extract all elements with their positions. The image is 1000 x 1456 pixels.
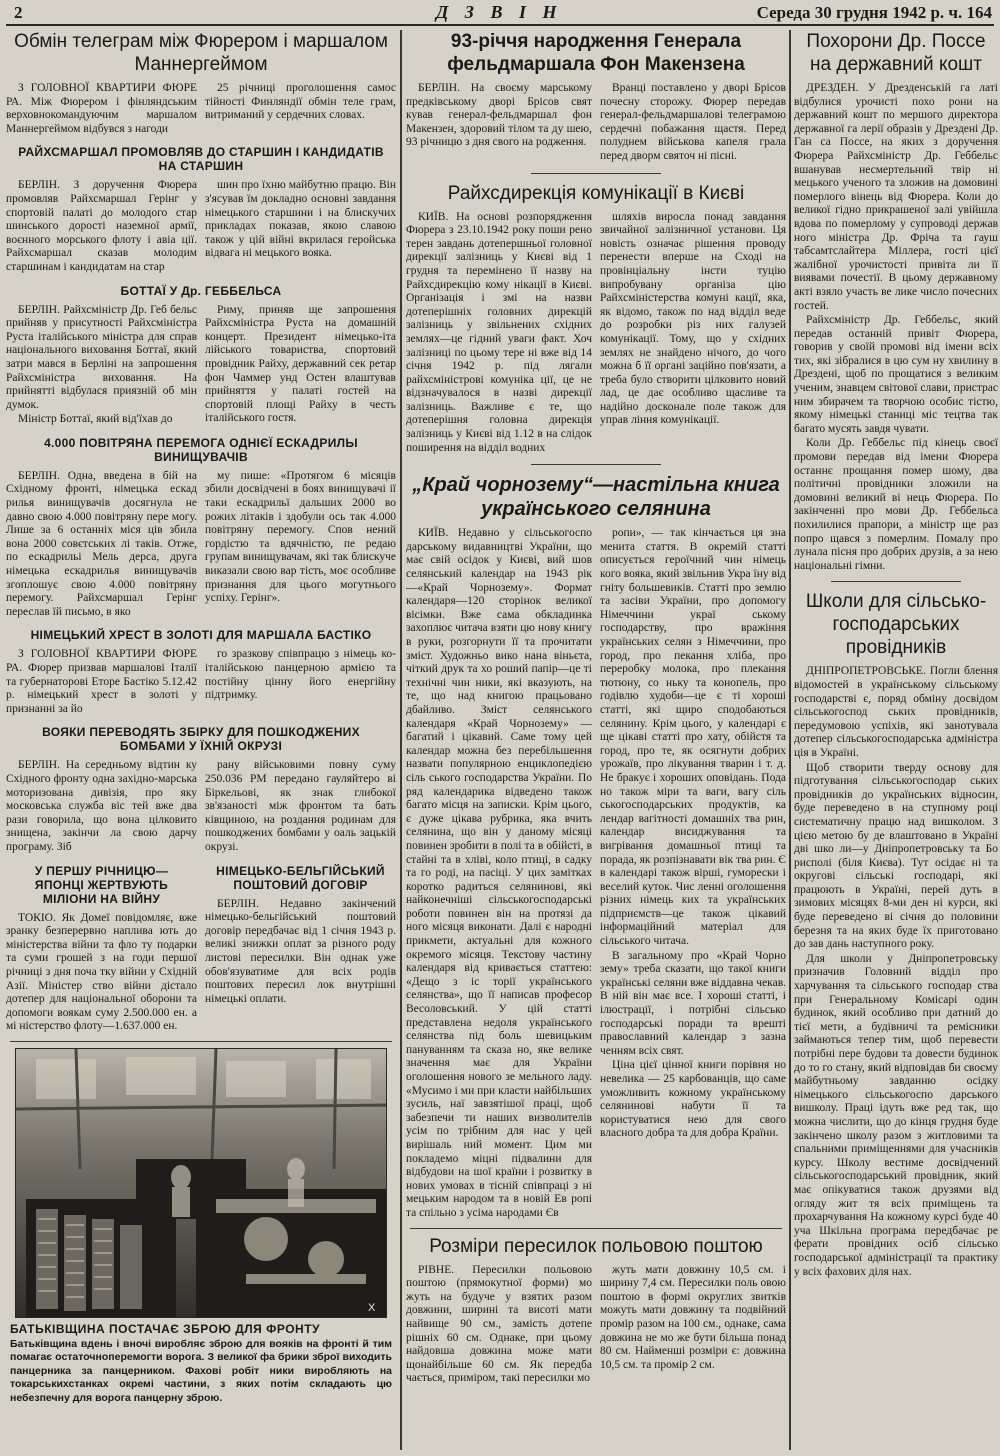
column-rule bbox=[789, 30, 791, 1450]
article-text: Ціна цієї цінної книги порівня но невелика — 25 карбованців, що саме уможливить кожному українському селянинові набути її та користуватися нею для свого власного добра та для добра Країни. bbox=[600, 1059, 786, 1140]
article-posse-funeral bbox=[794, 30, 998, 573]
column-rule bbox=[400, 30, 402, 1450]
article-field-post bbox=[406, 1235, 786, 1387]
photo-feature bbox=[6, 1048, 396, 1406]
article-text: З ГОЛОВНОЇ КВАРТИРИ ФЮРЕ РА. Фюрер призвав маршалові Італії та губернаторові Еторе Бастіко 5.12.42 р. німецький хрест в золоті у признанні за йо bbox=[6, 648, 197, 715]
issue-date: Середа 30 грудня 1942 р. ч. 164 bbox=[756, 3, 992, 22]
article-title: НІМЕЦЬКИЙ ХРЕСТ В ЗОЛОТІ ДЛЯ МАРШАЛА БАСТІКО bbox=[30, 628, 372, 643]
article-text: ТОКІО. Як Домеї повідомляє, вже зранку безперервно наплива ють до міністерства війни та фло ту подарки та суми грошей з на годи першої річниці з дня поча тку війни у Східній Азії. Міністер ство війни дістало дотепер для національної оборони та допомоги воякам суму 2.500.000 ен. а мі ністерство флоту—1.637.000 ен. bbox=[6, 911, 197, 1033]
article-title: „Край чорнозему“—настільна книга українського селянина bbox=[412, 474, 780, 521]
divider bbox=[410, 1228, 782, 1229]
divider bbox=[10, 1041, 392, 1042]
article-text: БЕРЛІН. На середньому відтин ку Східного фронту одна західно-марська моторизована дивізія, про яку московська служба віс тей вже два рази говорила, що вона цілковито знищена, закінчи ла свою дарчу програму. Зіб bbox=[6, 759, 197, 853]
photo-title: БАТЬКІВЩИНА ПОСТАЧАЄ ЗБРОЮ ДЛЯ ФРОНТУ bbox=[10, 1321, 320, 1336]
article-title: Розміри пересилок польовою поштою bbox=[429, 1235, 763, 1257]
article-text: му пише: «Протягом 6 місяців збили досвідчені в боях винищувачі ії таки ескадрильї дальших 2000 во рожих літаків і здобули ось так 4.000 повітряну перемогу. Спов нений гордістю та вдячністю, пе редаю групам винищувачам, які так блискуче виказали свою вар тість, моє особливе признання для цього могутнього успіху. Герінг». bbox=[205, 469, 396, 605]
article-agri-schools bbox=[794, 590, 998, 1279]
article-title: Райхсдирекція комунікації в Києві bbox=[447, 182, 745, 204]
article-text: го зразкову співпрацю з німець ко-італійською панцерною армією та постійну цінну його енергійну підтримку. bbox=[205, 648, 396, 702]
article-kray-chornozemu bbox=[406, 473, 786, 1221]
article-text: рану військовими повну суму 250.036 РМ передано гауляйтеро ві Біркельові, як знак глибокої зв'язаності між фронтом та бать ківщиною, на роздання родинам для пошкоджених бомбами у оаль зацькій окрузі. bbox=[205, 759, 396, 853]
article-text: БЕРЛІН. Райхсміністр Др. Геб бельс прийняв у присутності Райхсміністра Руста італійського міністра для справ національного виховання Боттаї, який затри мався в Берліні на запрошення Райхсміністра виховання. На прийнятті відбулася приязній об мін думок. bbox=[6, 303, 197, 411]
newspaper-title: Д З В І Н bbox=[436, 2, 563, 22]
article-title: Обмін телеграм між Фюрером і маршалом Маннергеймом bbox=[14, 31, 388, 75]
photo-corner-mark: X bbox=[368, 1301, 376, 1314]
article-text: Райхсміністр Др. Геббельс, який передав останній привіт Фюрера, говорив у своїй промові від імени всіх тих, які зібралися в цю сум ну хвилину в Дрездені, щоб по прощатися з великим ученим, знавцем світової слави, пристрас ним збирачем та творчою особис тістю, якому німецькі станиці міс тецтва так багато мусять завдя чувати. bbox=[794, 314, 998, 435]
article-soldiers-collection bbox=[6, 725, 396, 855]
article-title: 4.000 ПОВІТРЯНА ПЕРЕМОГА ОДНІЄЇ ЕСКАДРИЛЬІ ВИНИЩУВАЧІВ bbox=[44, 435, 358, 464]
article-text: БЕРЛІН. Недавно закінчений німецько-бельгійський поштовий договір передбачає від 1 січня 1943 р. великі знижки оплат за різного роду листові пересилки. Він однак уже обов'язуватиме для всіх родів поштових пересил лок внутрішні німецькі оплати. bbox=[205, 897, 396, 1005]
divider bbox=[531, 464, 661, 465]
article-title: БОТТАЇ У Др. ГЕББЕЛЬСА bbox=[120, 283, 282, 298]
article-telegram-exchange bbox=[6, 30, 396, 137]
article-postal-treaty bbox=[205, 856, 396, 1035]
article-japan-donations bbox=[6, 856, 197, 1035]
article-text: Коли Др. Геббельс під кінець своєї промови передав від імени Фюрера останнє прощання помер шому, два політичні провідники зложили на домовині великий ві нець Фюрера. По закінченні про мови Др. Геббельса похилилися прапори, а міністр ще раз попро щався з померлим. Помалу про лунала пісня про добрих друзів, а за нею національні гімни. bbox=[794, 437, 998, 572]
article-title: НІМЕЦЬКО-БЕЛЬГІЙСЬКИЙ ПОШТОВИЙ ДОГОВІР bbox=[216, 863, 385, 892]
article-text: КИЇВ. Недавно у сільськогоспо дарському видавництві України, що має свій осідок у Києві, вий шов селянський календар на 1943 рік—«Край Чорнозему». Формат календаря—120 сторінок великої вісімки. Вже сама обкладинка захоплює читача взяти цю нову книгу в руки, розгорнути її та прочитати зміст. Художньо вико нана віньєта, чіткий друк та хо роший папір—це ті технічні чин ники, які вказують, на те, що над книгою працьовано дбайливо. Зміст селянського календаря «Край Чорнозему» — багатий і цікавий. Саме тому цей календар можна без перебільшення назвати популярною енциклопедією сіль ського господарства України. По ряд календарика відведено також багато місця на записки. Крім цього, є дуже цікава рубрика, яка вчить селянина, що він у даному місяці повинен зробити в полі та в обійсті, в стайні та в хліві, коло птиці, в садку та го роді, на пасіці. У цих замітках коротко радиться селянинові, які найконечніші сільськогосподарські роботи повинен він на протязі да ного місяця виконати. Далі є народні прикмети, актуальні для кожного окремого місяця. Текстову частину календаря від кривається статтею: «Дещо з іс торії українського селянства», що її написав професор Весоловський. У цій статті представлена недоля українського селянства під боль шевицьким пануванням та сказа но, яке велике значення має для України оголошення нового зе мельного ладу. «Мусимо і ми при класти найбільших зусиль, наї завзятішої праці, щоб забезпечи ти наших визволителів усім по трібним для нас у цей вирішаль ний момент. Цим ми покладемо міцні підвалини для відбудови на шої країни і розвитку в нових умовах в тісній співпраці з ні мецьким народом та в новій Ев ропі та спільно з усіма народами Єв bbox=[406, 527, 592, 1219]
article-bastico-cross bbox=[6, 628, 396, 717]
masthead bbox=[6, 2, 994, 26]
article-text: шин про їхню майбутню працю. Він з'ясував їм докладно основні завдання німецького старшини і на блискучих прикладах показав, якою славою також у цій війні вкрилася геройська відвага ні мецького вояка. bbox=[205, 179, 396, 260]
factory-illustration bbox=[16, 1049, 387, 1318]
article-text: БЕРЛІН. З доручення Фюрера промовляв Райхсмаршал Герінг у спортовій палаті до молодого стар шинського дорості наземної армії, воєнного морського флоту і авіа ції. Райхсмаршал сказав молодим старшинам і кандидатам на стар bbox=[6, 179, 197, 273]
article-text: В загальному про «Край Чорно зему» треба сказати, що такої книги українські селяни вже віддавна чекав. В ній він має все. І хороші статті, і ілюстрації, і потрібні сільсько господарські поради та врешті православний календар з зазна ченням всіх свят. bbox=[600, 949, 786, 1057]
column-middle bbox=[406, 30, 786, 1450]
divider bbox=[831, 581, 961, 582]
article-bottai-goebbels bbox=[6, 284, 396, 428]
article-title: Школи для сільсько-господарських провідників bbox=[805, 591, 987, 659]
article-reichsdirection-kyiv bbox=[406, 182, 786, 457]
article-text: БЕРЛІН. Одна, введена в бій на Східному фронті, німецька ескад рилья винищувачів досягнула не давно свою 4.000 повітряну пере могу. Лише за 6 останніх міся ців збила вона 2000 совєтських лі таків. Отже, по ескадрильі Мель дерса, друга німецька ескадрилья винищувачів згоплошує свою 4.000 повітряну перемогу. Райхсмаршал Герінг переслав їй письмо, в яко bbox=[6, 469, 197, 618]
article-text: Риму, приняв ще запрошення Райхсміністра Руста на домашній концерт. Президент німецько-іта лійського товариства, спортовий провідник Райху, державний сек ретар фон Чаммер унд Остен влаштував прийняття у палаті гостей на спортовій площі Райху в честь італійського гостя. bbox=[205, 303, 396, 425]
article-title: У ПЕРШУ РІЧНИЦЮ—ЯПОНЦІ ЖЕРТВУЮТЬ МІЛІОНИ НА ВІЙНУ bbox=[34, 863, 169, 906]
column-left bbox=[6, 30, 396, 1450]
article-text: РІВНЕ. Пересилки польовою поштою (прямокутної форми) мо жуть на будуче у взятих разом довжини, ширині та висоті мати найвище 90 см., замість дотепе рішніх 60 см. Однаке, при цьому найдовша довжина може мати щонайбільше 60 см. Як передба чається, приміром, такі пересилки мо bbox=[406, 1263, 592, 1385]
article-text: КИЇВ. На основі розпорядження Фюрера з 23.10.1942 року поши рено терен завдань дотепершньої головної дирекції залізниць у Києві від 1 грудня та перемінено її назву на Райхсдирекцію кому нікації в Києві. Організація і змі на назви дотеперішніх головних дирекцій залізниць у звільнених східних землях—це гідний уваги факт. Хоч залізниці по цьому тере ні вже від 14 січня 1942 р. під лягали райхсміністрові комуніка ції, це не відзначувалося в назві дирекції залізниць. Важливе є те, що дотеперішня головна дирекція залізниць у Києві від 1.12 в на слідок поширення на відділ водних bbox=[406, 210, 592, 454]
article-title: 93-річчя народження Генерала фельдмаршала Фон Макензена bbox=[447, 31, 745, 75]
article-text: Вранці поставлено у дворі Брісов почесну сторожу. Фюрер передав генерал-фельдмаршалові телеграмою сердечні побажання щастя. Перед полуднем військова капеля грала перед дворм святоч ні пісні. bbox=[600, 82, 786, 162]
article-text: ДНІПРОПЕТРОВСЬКЕ. Погли блення відомостей в українському сільському господарстві є, поряд обміну досвідом сільськогоспод ських провідників, передумовою успіхів, які занотувала дотепер сільськогосподарська адміністра ція в Україні. bbox=[794, 665, 998, 759]
article-fighter-squadron bbox=[6, 436, 396, 621]
article-text: ДРЕЗДЕН. У Дрезденській га латі відбулися урочисті похо рони на державний кошт по мершого директора державної га лерії образів у Дрездені Др. Ган са Поссе, на яких з доручення Фюрера Райхсміністр Др. Геббельс вшанував несмертельний твір ні мецького ученого та зложив на домовині померлого вінець від Фюрера. Коли до великої гідно прикрашеної залі увійшла вдова по померлому у супроводі держав ного міністра Др. Фріча та гауш табсамтслайтера Міллера, гості цієї жалібної урочистості привіта ли її виявами почестії. В цьому державному акті взяло участь ве лике число почесних гостей. bbox=[794, 82, 998, 312]
column-right bbox=[794, 30, 998, 1450]
article-title: ВОЯКИ ПЕРЕВОДЯТЬ ЗБІРКУ ДЛЯ ПОШКОДЖЕНИХ БОМБАМИ У ЇХНІЙ ОКРУЗІ bbox=[42, 725, 360, 754]
divider bbox=[531, 173, 661, 174]
article-mackensen bbox=[406, 30, 786, 165]
article-text: Для школи у Дніпропетровську призначив Головний відділ про харчування та сільського господар ства при Генеральному Комісарі один будинок, який особливо при датний до тієї мети, а будівничі та ремісники займаються тепер тим, щоб перевести потрібні пере будови та довести будинок до то го стану, який відповідав би своєму майбутньому завданню осідку німецького сільськогоспо дарського вишколу. Праці ідуть вже ред так, що можна числити, що до кінця грудня буде закінчено школу разом з житловими та спальними приміщеннями для учасників курсу. Школу вестиме досвідчений сільськогосподарський провідник, який має опікуватися також друзями від огляду жит тя всіх приміщень та прохарчування На кожному курсі буде 40 уча Шкільна програма передбачає ре ферати провідних осіб сільсько господарської адміністрації та практику у всіх фахових діля нах. bbox=[794, 952, 998, 1278]
article-text: жуть мати довжину 10,5 см. і ширину 7,4 см. Пересилки поль овою поштою в формі округлих звитків можуть мати довжину та подвійний промір разом на 100 см., однаке, сама довжина не мо же бути більша понад 80 см. Найменші розміри є: довжина 10,5 см. та промір 2 см. bbox=[600, 1263, 786, 1371]
article-text: шляхів виросла понад завдання звичайної залізничної установи. Ця новість означає рішення проводу перенести вперше на Сході на провінціальну інсти туцію випробувану організа цію Райхсміністерства комуні кації, яка, як відомо, також по над відділ веде до розробки різ них галузей комунікації. Тому, що у східних землях не знайдено нічого, до чого можна б її органі заційно пов'язати, а треба було створити цілковито новий лад, це дає особливо щасливе та надійно досконале поле також для управ ління комунікації. bbox=[600, 210, 786, 427]
factory-photo bbox=[15, 1048, 387, 1318]
page-number: 2 bbox=[14, 3, 23, 22]
article-text: 25 річниці проголошення самос тійності Финляндії обмін теле грам, витриманий у сердечних словах. bbox=[205, 82, 396, 122]
article-text: Щоб створити тверду основу для підготування сільськогосподар ських провідників до українських відносин, буде переведено в на ступному році систематичну працю над вишколом. З цією метою бу де влаштовано в Україні дві шко ли—у Дніпропетровську та Бо рисполі (біля Києва). Тут осідає ні та округові сільські господарі, які працюють в Україні, перей дуть в зимових місяцях 8-ми ден ні курси, які буде переведено ві січня до половини березня та на яких буде їх приготовано до зав дань наступного року. bbox=[794, 761, 998, 951]
article-text: БЕРЛІН. На своєму марському предківському дворі Брісов свят кував генерал-фельдмаршал фон Макензен, здоровий тілом та ду шею, 93 річницю з дня свого на родження. bbox=[406, 82, 592, 149]
article-text: ропи», — так кінчається ця зна менита стаття. В окремій статті описується героїчний чин німець кого вояка, який звільнив Укра їну від гніту большевиків. Статті про землю та засіви України, про допомогу Німеччини украї ському господарству, про вражіння українських селян з Німеччини, про город, про пекання хліба, про переробку молока, про плекання тютюну, со ньку та конопель, про годівлю худоби—це є ті хороші статті, які щиро сподобаються селянину. Крім цього, у календарі є ще цікаві статті про хату, обійстя та город, про те, як осягнути добрих урожаїв, про лікування тварин і т. д. Не бракує і хороших оповідань. Пода но також міри та ваги, вагу сіль ськогосподарських продуктів, ка лендар вагітності домашніх тва рин, календар висиджування та вигрівання домашньої птиці та порада, як розпізнавати вік тва рин. Є в календарі також вірші, гуморески і веселий куток. Чис ленні оголошення різних німець ких та українських підприємств—це також цікавий інформаційний матеріал для сільського читача. bbox=[600, 527, 786, 948]
article-reichsmarshal-speech bbox=[6, 145, 396, 275]
article-title: РАЙХСМАРШАЛ ПРОМОВЛЯВ ДО СТАРШИН І КАНДИДАТІВ НА СТАРШИН bbox=[18, 145, 384, 174]
article-text: З ГОЛОВНОЇ КВАРТИРИ ФЮРЕ РА. Між Фюрером і фінляндським верховнокомандуючим маршалом Маннергеймом відбувся з нагоди bbox=[6, 82, 197, 135]
photo-caption: Батьківщина вдень і вночі виробляє зброю для вояків на фронті й тим помагає остаточноперемогти ворога. З великої фа брики зброї виходить панцерника за панцерником. Фахові робіт ники виробляють на токарськихстанках окремі частини, з яких потім складають цю небезпечну для ворога панцерну зброю. bbox=[10, 1337, 392, 1404]
article-text: Міністр Боттаї, який від'їхав до bbox=[18, 413, 173, 426]
article-title: Похорони Др. Поссе на державний кошт bbox=[806, 31, 986, 75]
